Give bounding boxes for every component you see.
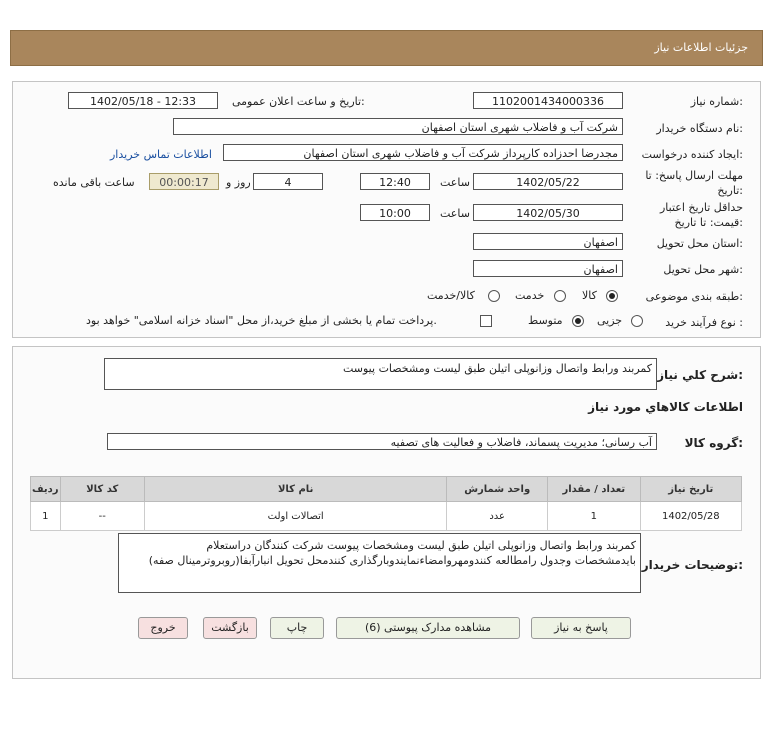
category-goods-service-label: کالا/خدمت (427, 289, 475, 302)
page-header (10, 30, 763, 66)
goods-info-title: اطلاعات کالاهاي مورد نياز (588, 400, 743, 414)
back-button[interactable]: بازگشت (203, 617, 257, 639)
days-remaining-field: 4 (253, 173, 323, 190)
category-service-radio[interactable] (554, 290, 566, 302)
exit-button[interactable]: خروج (138, 617, 188, 639)
col-header-date: تاریخ نیاز (640, 477, 741, 502)
category-goods-radio[interactable] (606, 290, 618, 302)
buyer-contact-link[interactable]: اطلاعات تماس خریدار (110, 148, 212, 161)
deadline-label: مهلت ارسال پاسخ: تا تاریخ: (645, 169, 743, 197)
province-field: اصفهان (473, 233, 623, 250)
treasury-payment-checkbox[interactable] (480, 315, 492, 327)
reply-button[interactable]: پاسخ به نیاز (531, 617, 631, 639)
buyer-org-field: شرکت آب و فاضلاب شهری استان اصفهان (173, 118, 623, 135)
process-medium-label: متوسط (528, 314, 563, 327)
announce-date-field: 1402/05/18 - 12:33 (68, 92, 218, 109)
buyer-notes-line1: کمربند ورابط واتصال وزانوپلی اتیلن طبق لیست ومشخصات پیوست شرکت کنندگان دراستعلام (206, 539, 636, 552)
announce-date-label: تاریخ و ساعت اعلان عمومی: (232, 95, 365, 108)
goods-group-field: آب رسانی؛ مدیریت پسماند، فاضلاب و فعالیت های تصفیه (107, 433, 657, 450)
deadline-time-label: ساعت (440, 176, 470, 189)
deadline-date-field: 1402/05/22 (473, 173, 623, 190)
process-type-label: نوع فرآیند خرید : (665, 316, 743, 329)
validity-time-field: 10:00 (360, 204, 430, 221)
creator-label: ایجاد کننده درخواست: (641, 148, 743, 161)
category-goods-service-radio[interactable] (488, 290, 500, 302)
need-number-field: 1102001434000336 (473, 92, 623, 109)
process-minor-radio[interactable] (631, 315, 643, 327)
table-row (31, 502, 742, 531)
cell-code: -- (60, 502, 144, 531)
process-medium-radio[interactable] (572, 315, 584, 327)
page-title: جزئیات اطلاعات نیاز (654, 41, 748, 54)
category-service-label: خدمت (515, 289, 545, 302)
general-desc-field: کمربند ورابط واتصال وزانوپلی اتیلن طبق لیست ومشخصات پیوست (104, 358, 657, 390)
category-goods-label: کالا (582, 289, 597, 302)
view-attachments-button[interactable]: مشاهده مدارک پیوستی (6) (336, 617, 520, 639)
col-header-row: ردیف (31, 477, 61, 502)
city-label: شهر محل تحویل: (663, 263, 743, 276)
col-header-qty: تعداد / مقدار (548, 477, 641, 502)
city-field: اصفهان (473, 260, 623, 277)
province-label: استان محل تحویل: (656, 237, 743, 250)
cell-name: اتصالات اولت (144, 502, 446, 531)
need-number-label: شماره نیاز: (690, 95, 743, 108)
buyer-notes-line2: بایدمشخصات وجدول رامطالعه کنندومهروامضاءنمایندوبارگذاری کنندمحل تحویل انبارآبفا(روبروترمینال صفه) (148, 554, 636, 567)
category-label: طبقه بندی موضوعی: (645, 290, 743, 303)
cell-qty: 1 (548, 502, 641, 531)
validity-time-label: ساعت (440, 207, 470, 220)
goods-table (30, 476, 742, 531)
cell-unit: عدد (447, 502, 548, 531)
cell-date: 1402/05/28 (640, 502, 741, 531)
buyer-notes-label: توضیحات خریدار: (641, 558, 743, 572)
col-header-unit: واحد شمارش (447, 477, 548, 502)
col-header-code: کد کالا (60, 477, 144, 502)
creator-field: مجدرضا احدزاده کارپرداز شرکت آب و فاضلاب شهری استان اصفهان (223, 144, 623, 161)
treasury-payment-text: پرداخت تمام یا بخشی از مبلغ خرید،از محل "اسناد خزانه اسلامی" خواهد بود. (86, 314, 437, 327)
deadline-time-field: 12:40 (360, 173, 430, 190)
general-desc-label: شرح کلي نياز: (657, 368, 743, 382)
cell-row: 1 (31, 502, 61, 531)
print-button[interactable]: چاپ (270, 617, 324, 639)
remaining-time-label: ساعت باقی مانده (53, 176, 135, 189)
validity-date-field: 1402/05/30 (473, 204, 623, 221)
validity-label: حداقل تاریخ اعتبار قیمت: تا تاریخ: (659, 201, 743, 229)
buyer-org-label: نام دستگاه خریدار: (656, 122, 743, 135)
col-header-name: نام کالا (144, 477, 446, 502)
goods-group-label: گروه کالا: (684, 436, 743, 450)
days-label: روز و (226, 176, 251, 189)
process-minor-label: جزیی (597, 314, 623, 327)
buyer-notes-field (118, 533, 641, 593)
remaining-time-field: 00:00:17 (149, 173, 219, 190)
